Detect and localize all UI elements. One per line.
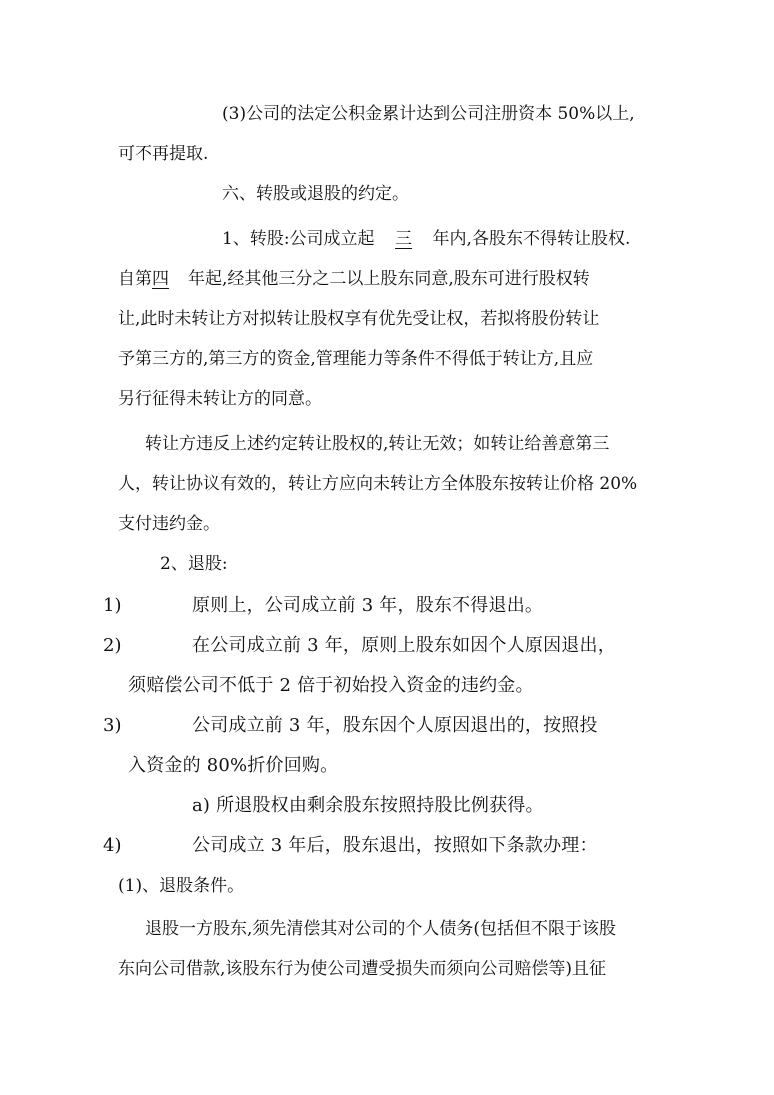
paragraph-line (118, 271, 590, 288)
clause-heading: (1)、退股条件。 (118, 876, 245, 896)
text-span: 年起,经其他三分之二以上股东同意,股东可进行股权转 (188, 269, 590, 289)
list-item-line: 原则上，公司成立前 3 年，股东不得退出。 (192, 595, 544, 616)
paragraph-line: 让,此时未转让方对拟转让股权享有优先受让权，若拟将股份转让 (118, 309, 600, 329)
underlined-years: 三 (395, 229, 413, 249)
list-item-line: 公司成立前 3 年，股东因个人原因退出的，按照投 (192, 715, 598, 736)
paragraph-line: 予第三方的,第三方的资金,管理能力等条件不得低于转让方,且应 (118, 349, 594, 369)
paragraph-line: (3)公司的法定公积金累计达到公司注册资本 50%以上, (222, 104, 635, 124)
text-span: 年内,各股东不得转让股权. (432, 229, 631, 249)
list-item-line: 须赔偿公司不低于 2 倍于初始投入资金的违约金。 (128, 675, 534, 696)
sub-list-item: a) 所退股权由剩余股东按照持股比例获得。 (192, 795, 544, 816)
list-number: 2) (103, 635, 122, 656)
paragraph-line: 退股一方股东,须先清偿其对公司的个人债务(包括但不限于该股 (145, 919, 617, 939)
paragraph-line: 支付违约金。 (118, 514, 220, 534)
underlined-year: 四 (152, 269, 169, 289)
list-number: 4) (103, 835, 122, 856)
list-number: 3) (103, 715, 122, 736)
list-item-line: 在公司成立前 3 年，原则上股东如因个人原因退出， (192, 635, 616, 656)
paragraph-line (222, 231, 630, 248)
text-span: 1、转股:公司成立起 (222, 229, 375, 249)
subsection-heading: 2、退股: (160, 554, 228, 574)
list-number: 1) (103, 595, 122, 616)
paragraph-line: 人，转让协议有效的，转让方应向未转让方全体股东按转让价格 20% (118, 474, 638, 494)
list-item-line: 公司成立 3 年后，股东退出，按照如下条款办理： (192, 835, 598, 856)
paragraph-line: 另行征得未转让方的同意。 (118, 389, 322, 409)
paragraph-line: 转让方违反上述约定转让股权的,转让无效；如转让给善意第三 (145, 434, 610, 454)
paragraph-line: 可不再提取. (118, 144, 209, 164)
section-heading: 六、转股或退股的约定。 (222, 184, 409, 204)
paragraph-line: 东向公司借款,该股东行为使公司遭受损失而须向公司赔偿等)且征 (118, 959, 607, 979)
text-span: 自第 (118, 269, 152, 289)
list-item-line: 入资金的 80%折价回购。 (128, 755, 339, 776)
